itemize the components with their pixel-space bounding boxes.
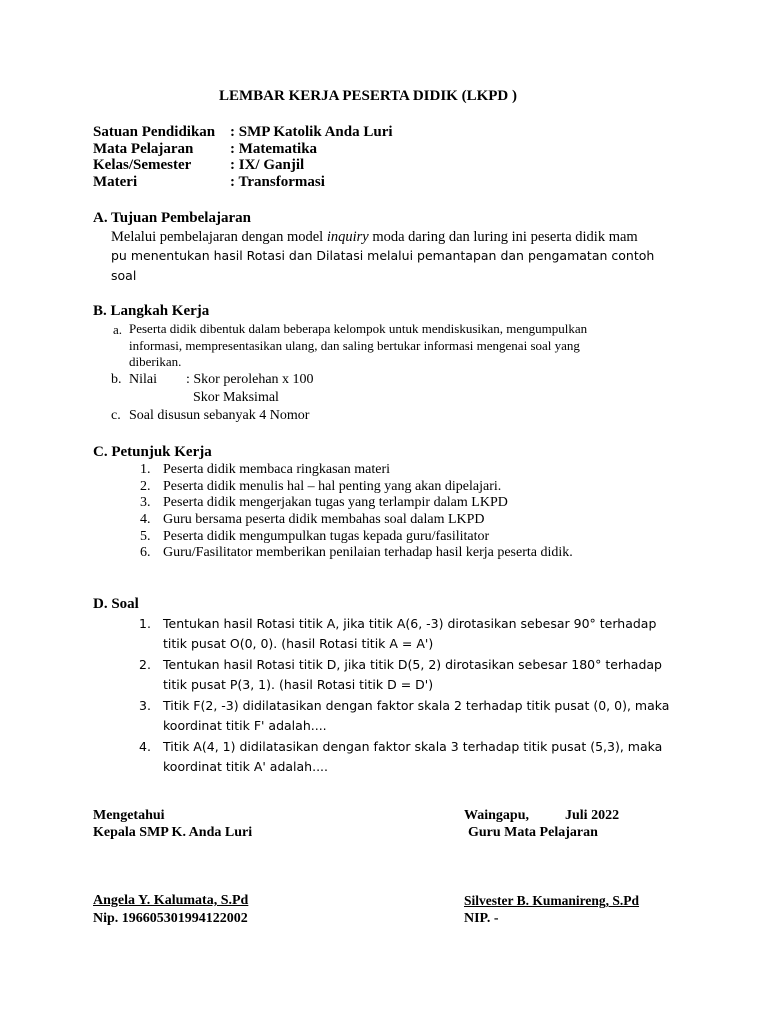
list-item: Guru/Fasilitator memberikan penilaian terhadap hasil kerja peserta didik. xyxy=(163,545,573,560)
section-b-heading: B. Langkah Kerja xyxy=(93,303,210,319)
list-number: 5. xyxy=(140,529,151,544)
signature-right-name: Silvester B. Kumanireng, S.Pd xyxy=(464,893,640,908)
section-b-a-line: diberikan. xyxy=(129,354,182,369)
section-a-heading: A. Tujuan Pembelajaran xyxy=(93,210,251,226)
signature-right-role: Guru Mata Pelajaran xyxy=(468,825,598,840)
signature-date: Juli 2022 xyxy=(565,808,620,823)
nilai-label: Nilai xyxy=(129,372,157,387)
section-a-line: soal xyxy=(111,268,137,283)
nilai-formula-numerator: : Skor perolehan x 100 xyxy=(186,372,314,387)
identity-value: : Matematika xyxy=(230,141,318,157)
signature-left-name: Angela Y. Kalumata, S.Pd xyxy=(93,893,249,908)
identity-label: Satuan Pendidikan xyxy=(93,124,216,140)
section-d-heading: D. Soal xyxy=(93,596,139,612)
identity-value: : IX/ Ganjil xyxy=(230,157,305,173)
soal-text: titik pusat O(0, 0). (hasil Rotasi titik A = A') xyxy=(163,636,434,651)
section-a-text: Melalui pembelajaran dengan model xyxy=(111,229,327,245)
soal-text: Titik F(2, -3) didilatasikan dengan faktor skala 2 terhadap titik pusat (0, 0), maka xyxy=(163,698,670,713)
soal-number: 2. xyxy=(139,657,151,672)
section-b-c-text: Soal disusun sebanyak 4 Nomor xyxy=(129,408,310,423)
list-item: Peserta didik membaca ringkasan materi xyxy=(163,462,391,477)
soal-text: Tentukan hasil Rotasi titik A, jika titik A(6, -3) dirotasikan sebesar 90° terhadap xyxy=(163,616,657,631)
signature-place: Waingapu, xyxy=(464,808,529,823)
soal-number: 1. xyxy=(139,616,151,631)
signature-right-nip: NIP. - xyxy=(464,911,499,926)
section-a-emphasis: inquiry xyxy=(326,229,369,245)
nilai-formula-denominator: Skor Maksimal xyxy=(193,390,279,405)
list-item: Peserta didik mengumpulkan tugas kepada guru/fasilitator xyxy=(163,529,490,544)
list-marker: b. xyxy=(111,372,122,387)
list-number: 4. xyxy=(140,512,151,527)
signature-left-role: Kepala SMP K. Anda Luri xyxy=(93,825,253,840)
list-number: 1. xyxy=(140,462,151,477)
signature-left-nip: Nip. 196605301994122002 xyxy=(93,911,248,926)
section-b-a-line: informasi, mempresentasikan ulang, dan saling bertukar informasi mengenai soal yang xyxy=(129,338,580,353)
list-marker: a. xyxy=(113,322,123,337)
section-a-text: moda daring dan luring ini peserta didik mam xyxy=(368,229,638,245)
identity-label: Materi xyxy=(93,174,138,190)
list-item: Peserta didik mengerjakan tugas yang terlampir dalam LKPD xyxy=(163,495,508,510)
document-title: LEMBAR KERJA PESERTA DIDIK (LKPD ) xyxy=(219,88,517,104)
section-a-line xyxy=(111,229,638,246)
soal-text: Titik A(4, 1) didilatasikan dengan faktor skala 3 terhadap titik pusat (5,3), maka xyxy=(163,739,663,754)
soal-text: titik pusat P(3, 1). (hasil Rotasi titik D = D') xyxy=(163,677,434,692)
section-a-line: pu menentukan hasil Rotasi dan Dilatasi melalui pemantapan dan pengamatan contoh xyxy=(111,248,655,263)
soal-number: 3. xyxy=(139,698,151,713)
signature-left-line1: Mengetahui xyxy=(93,808,165,823)
soal-text: Tentukan hasil Rotasi titik D, jika titik D(5, 2) dirotasikan sebesar 180° terhadap xyxy=(163,657,662,672)
list-item: Peserta didik menulis hal – hal penting yang akan dipelajari. xyxy=(163,479,502,494)
identity-label: Kelas/Semester xyxy=(93,157,192,173)
identity-value: : Transformasi xyxy=(230,174,325,190)
list-number: 2. xyxy=(140,479,151,494)
identity-value: : SMP Katolik Anda Luri xyxy=(230,124,393,140)
soal-text: koordinat titik A' adalah.... xyxy=(163,759,328,774)
list-number: 3. xyxy=(140,495,151,510)
list-item: Guru bersama peserta didik membahas soal dalam LKPD xyxy=(163,512,485,527)
identity-label: Mata Pelajaran xyxy=(93,141,194,157)
list-number: 6. xyxy=(140,545,151,560)
soal-number: 4. xyxy=(139,739,151,754)
list-marker: c. xyxy=(111,408,121,423)
section-c-heading: C. Petunjuk Kerja xyxy=(93,444,212,460)
section-b-a-line: Peserta didik dibentuk dalam beberapa kelompok untuk mendiskusikan, mengumpulkan xyxy=(129,321,588,336)
soal-text: koordinat titik F' adalah.... xyxy=(163,718,327,733)
